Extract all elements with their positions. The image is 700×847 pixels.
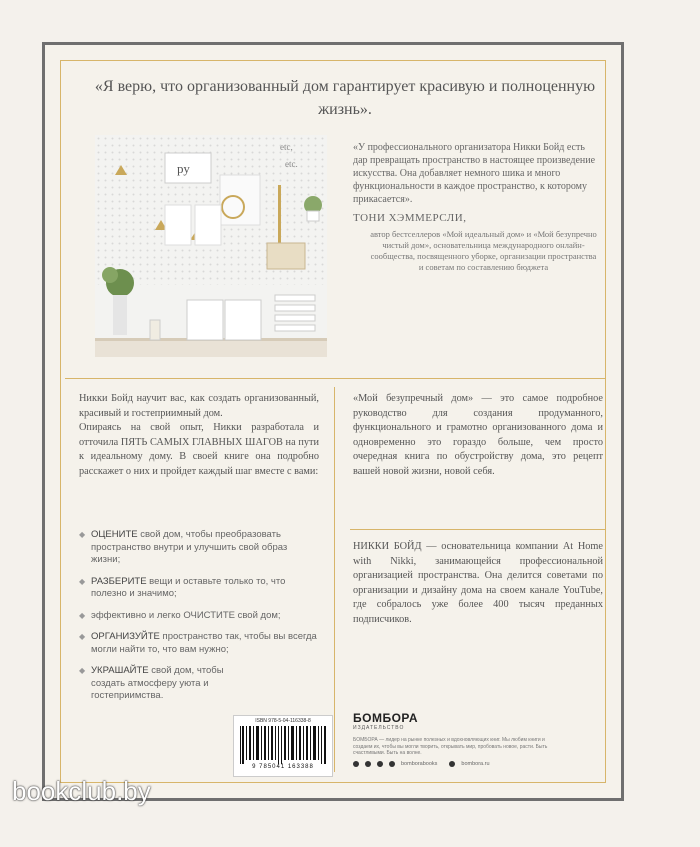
step-item: ◆ УКРАШАЙТЕ свой дом, чтобы создать атмосферу уюта и гостеприимства. [79, 665, 224, 701]
publisher-site: bombora.ru [461, 760, 490, 767]
instagram-icon [377, 761, 383, 767]
steps-list [79, 529, 319, 712]
cover-quote: «Я верю, что организованный дом гарантирует красивую и полноценную жизнь». [94, 78, 596, 118]
bullet-icon: ◆ [79, 576, 86, 586]
publisher-description: БОМБОРА — лидер на рынке полезных и вдохновляющих книг. Мы любим книги и создаем их, чтобы вы могли творить, открывать мир, пробовать новое, расти. Быть счастливыми. Быть на волне. [353, 737, 548, 756]
svg-text:etc,: etc, [280, 142, 293, 152]
left-intro-1: Никки Бойд научит вас, как создать организованный, красивый и гостеприимный дом. [79, 393, 319, 419]
barcode-bars [238, 726, 328, 764]
isbn-text: ISBN 978-5-04-116338-8 [255, 718, 311, 724]
publisher-logo: БОМБОРА [353, 711, 419, 725]
step-item: ◆ ОЦЕНИТЕ свой дом, чтобы преобразовать пространство внутри и улучшить свой образ жизни; [79, 529, 288, 565]
publisher-social [353, 761, 603, 767]
praise-block [353, 141, 598, 273]
pegboard-photo [95, 135, 327, 357]
divider-horizontal-right [350, 529, 605, 530]
left-intro-2: Опираясь на свой опыт, Никки разработала и отточила ПЯТЬ САМЫХ ГЛАВНЫХ ШАГОВ на пути к идеальному дому. В своей книге она подробно расскажет о них и пройдет каждый шаг вместе с вами: [79, 422, 319, 477]
watermark: bookclub.by [12, 776, 151, 806]
svg-text:ру: ру [177, 161, 190, 176]
right-para-1: «Мой безупречный дом» — это самое подробное руководство для создания продуманного, функционального и грамотно организованного дома и одновременно это гораздо больше, чем просто очередная книга по обустройству дома, это рецепт вашей новой жизни, новой себя. [353, 393, 603, 477]
bullet-icon: ◆ [79, 632, 86, 641]
vk-icon [365, 761, 371, 767]
social-handle: bomborabooks [401, 760, 438, 767]
divider-horizontal-top [65, 378, 605, 379]
bullet-icon: ◆ [79, 666, 86, 675]
step-item: ◆ РАЗБЕРИТЕ вещи и оставьте только то, что полезно и значимо; [79, 575, 286, 599]
bullet-icon: ◆ [79, 530, 86, 539]
book-back-cover [42, 42, 624, 801]
globe-icon [449, 761, 455, 767]
bullet-icon: ◆ [79, 610, 86, 620]
left-column-intro [79, 392, 319, 480]
publisher-block [353, 711, 603, 767]
isbn-barcode [233, 715, 333, 777]
svg-text:etc.: etc. [285, 159, 298, 169]
youtube-icon [389, 761, 395, 767]
praise-author-bio: автор бестселлеров «Мой идеальный дом» и «Мой безупречно чистый дом», основательница международного онлайн-сообщества, посвященного уборке, организации пространства и советам по составлению бюджета [370, 229, 597, 272]
right-para-2: НИККИ БОЙД — основательница компании At Home with Nikki, занимающейся профессиональной организацией пространства. Она делится советами по организации и дизайну дома на своем канале YouTube, где собралось уже более 400 тысяч преданных подписчиков. [353, 541, 603, 625]
step-item: ◆ ОРГАНИЗУЙТЕ пространство так, чтобы вы всегда могли найти то, что вам нужно; [79, 631, 317, 655]
divider-vertical [334, 387, 335, 772]
step-item: ◆ эффективно и легко ОЧИСТИТЕ свой дом; [79, 609, 281, 621]
facebook-icon [353, 761, 359, 767]
praise-text: «У профессионального организатора Никки Бойд есть дар превращать пространство в настоящее произведение искусства. Она добавляет немного шика и много функциональности в каждое пространство, к которому прикасается». [353, 142, 596, 205]
praise-author: ТОНИ ХЭММЕРСЛИ, [353, 212, 467, 224]
publisher-sub: ИЗДАТЕЛЬСТВО [353, 725, 405, 731]
barcode-digits: 9 785041 163388 [252, 764, 314, 770]
